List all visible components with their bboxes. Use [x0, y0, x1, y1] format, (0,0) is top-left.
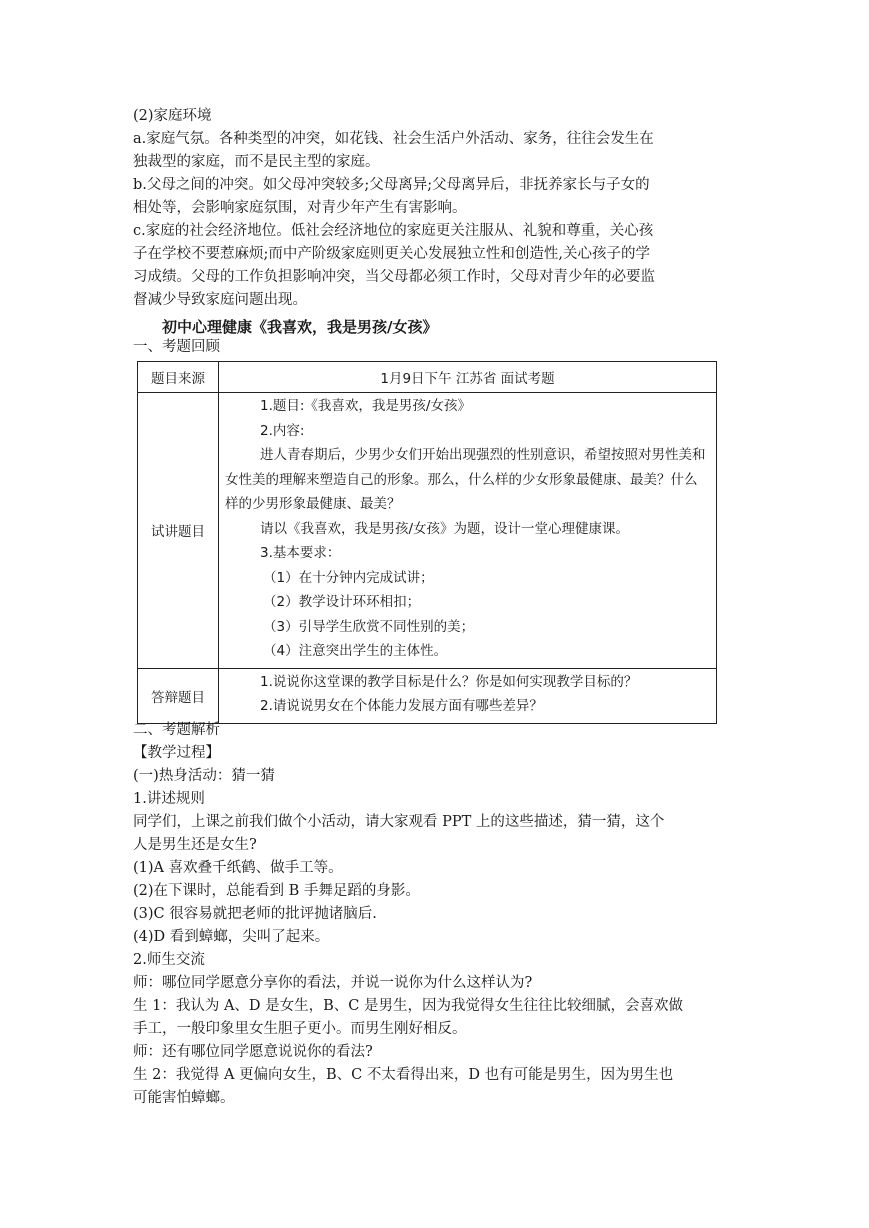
cell-lecture-content	[219, 393, 717, 669]
lecture-instruction: 请以《我喜欢，我是男孩/女孩》为题，设计一堂心理健康课。	[260, 520, 630, 537]
section-heading-analysis: 二、考题解析	[133, 722, 220, 738]
text-line: 手工，一般印象里女生胆子更小。而男生刚好相反。	[133, 1021, 467, 1037]
lecture-topic: 1.题目:《我喜欢，我是男孩/女孩》	[260, 398, 471, 414]
list-item: (4)D 看到蟑螂，尖叫了起来。	[133, 929, 330, 945]
cell-source-label: 题目来源	[138, 362, 219, 393]
cell-source-value: 1月9日下午 江苏省 面试考题	[219, 362, 717, 393]
defense-question: 1.说说你这堂课的教学目标是什么？你是如何实现教学目标的？	[260, 673, 638, 690]
text-line: 生 2：我觉得 A 更偏向女生，B、C 不太看得出来，D 也有可能是男生，因为男生也	[133, 1067, 674, 1083]
text-line: b.父母之间的冲突。如父母冲突较多;父母离异;父母离异后，非抚养家长与子女的	[133, 177, 650, 193]
document-title: 初中心理健康《我喜欢，我是男孩/女孩》	[162, 318, 438, 336]
requirement-item: （2）教学设计环环相扣；	[263, 594, 421, 610]
lecture-content-heading: 2.内容:	[260, 422, 305, 439]
text-line: 督减少导致家庭问题出现。	[133, 292, 307, 308]
section-heading-review: 一、考题回顾	[133, 339, 220, 355]
text-line: 习成绩。父母的工作负担影响冲突，当父母都必须工作时，父母对青少年的必要监	[133, 269, 655, 285]
lecture-requirements-heading: 3.基本要求：	[260, 545, 341, 561]
text-line: c.家庭的社会经济地位。低社会经济地位的家庭更关注服从、礼貌和尊重，关心孩	[133, 223, 654, 239]
text-line: 人是男生还是女生?	[133, 837, 257, 853]
heading-rules: 1.讲述规则	[133, 791, 205, 807]
text-line: 师：哪位同学愿意分享你的看法，并说一说你为什么这样认为?	[133, 975, 533, 991]
cell-lecture-label: 试讲题目	[138, 393, 219, 669]
text-line: 生 1：我认为 A、D 是女生，B、C 是男生，因为我觉得女生往往比较细腻，会喜欢做	[133, 998, 684, 1014]
text-line: 相处等，会影响家庭氛围，对青少年产生有害影响。	[133, 200, 467, 216]
text-line: a.家庭气氛。各种类型的冲突，如花钱、社会生活户外活动、家务，往往会发生在	[133, 131, 654, 147]
text-line: 同学们，上课之前我们做个小活动，请大家观看 PPT 上的这些描述，猜一猜，这个	[133, 814, 665, 830]
exam-table	[137, 361, 717, 724]
text-line: 师：还有哪位同学愿意说说你的看法?	[133, 1044, 373, 1060]
requirement-item: （1）在十分钟内完成试讲；	[263, 569, 434, 586]
requirement-item: （4）注意突出学生的主体性。	[263, 643, 448, 659]
text-line: 可能害怕蟑螂。	[133, 1090, 235, 1106]
list-item: (3)C 很容易就把老师的批评抛诸脑后.	[133, 906, 377, 922]
cell-defense-content	[219, 668, 717, 723]
text-line: 独裁型的家庭，而不是民主型的家庭。	[133, 154, 380, 170]
text-line: 子在学校不要惹麻烦;而中产阶级家庭则更关心发展独立性和创造性,关心孩子的学	[133, 246, 650, 262]
requirement-item: （3）引导学生欣赏不同性别的美；	[263, 618, 475, 635]
heading-teaching-process: 【教学过程】	[133, 745, 220, 761]
lecture-content-paragraph: 进人青春期后，少男少女们开始出现强烈的性别意识，希望按照对男性美和女性美的理解来塑造自己的形象。那么，什么样的少女形象最健康、最美？什么样的少男形象最健康、最美？	[225, 447, 706, 512]
heading-exchange: 2.师生交流	[133, 952, 205, 968]
heading-family-environment: (2)家庭环境	[133, 108, 212, 124]
list-item: (2)在下课时，总能看到 B 手舞足蹈的身影。	[133, 883, 420, 899]
defense-question: 2.请说说男女在个体能力发展方面有哪些差异？	[260, 698, 543, 714]
table-row	[138, 362, 717, 393]
cell-defense-label: 答辩题目	[138, 668, 219, 723]
list-item: (1)A 喜欢叠千纸鹤、做手工等。	[133, 860, 343, 876]
table-row	[138, 393, 717, 669]
table-row	[138, 668, 717, 723]
heading-warmup: (一)热身活动：猜一猜	[133, 768, 275, 784]
